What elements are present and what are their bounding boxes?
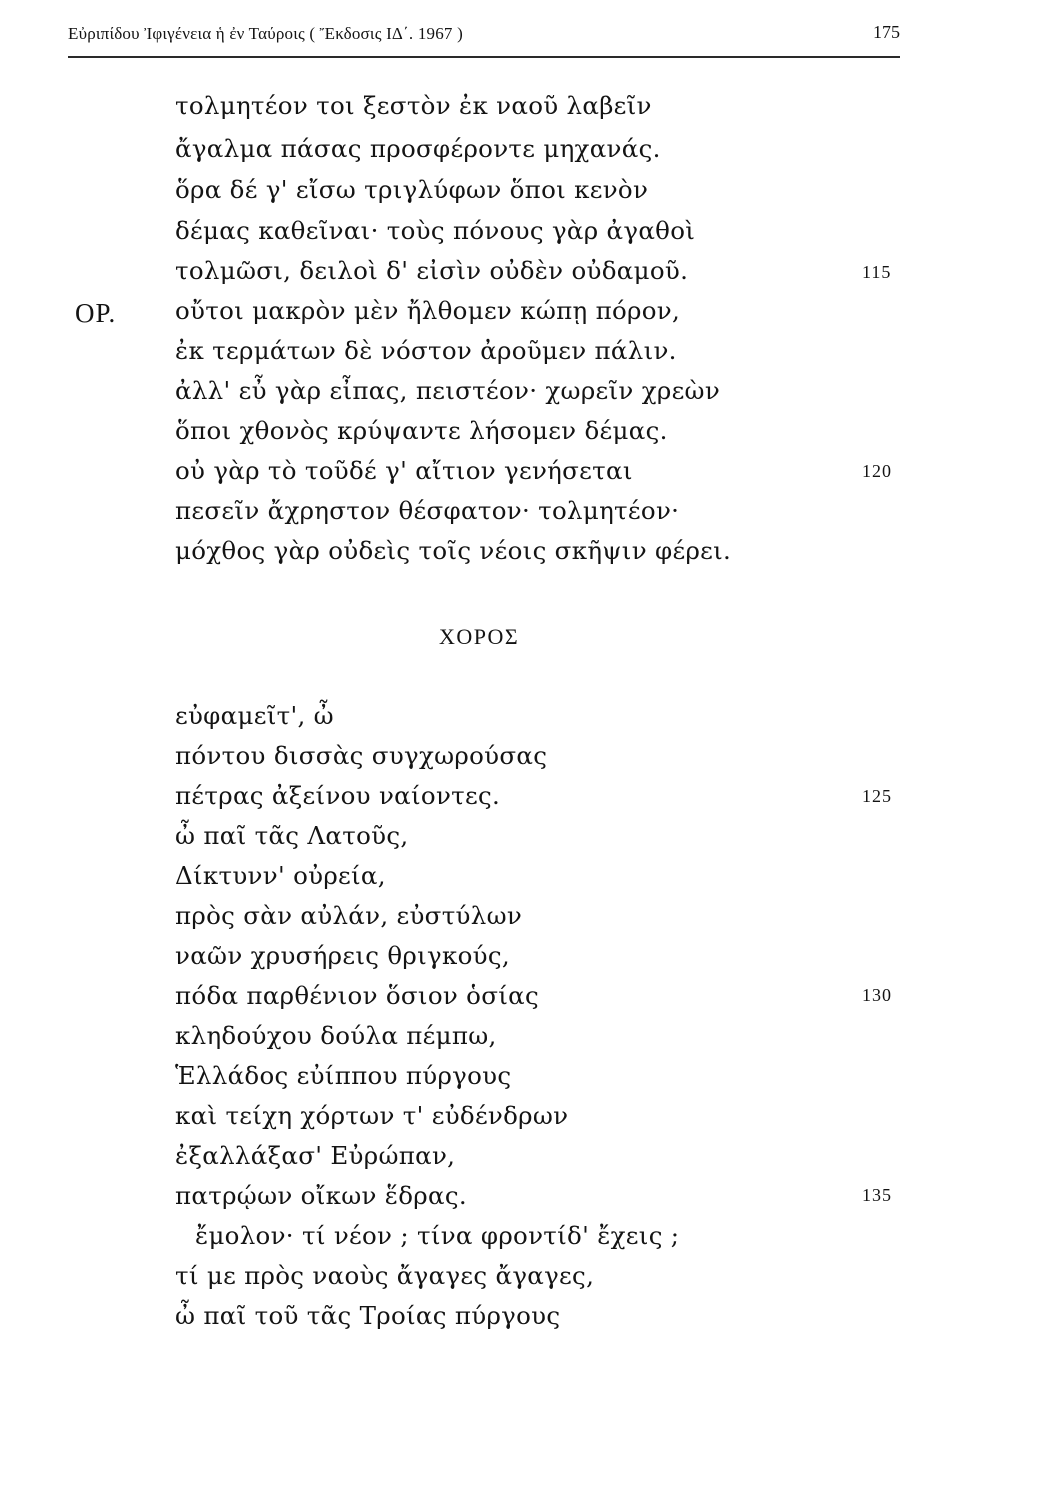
verse-line: ἄγαλμα πάσας προσφέροντε μηχανάς.	[175, 134, 661, 163]
verse-line: ὅποι χθονὸς κρύψαντε λήσομεν δέμας.	[175, 416, 668, 445]
verse-line: ἀλλ' εὖ γὰρ εἶπας, πειστέον· χωρεῖν χρεὼν	[175, 376, 721, 405]
verse-line: πόντου δισσὰς συγχωρούσας	[175, 741, 548, 770]
verse-line: ὦ παῖ τᾶς Λατοῦς,	[175, 821, 409, 850]
verse-line: τολμῶσι, δειλοὶ δ' εἰσὶν οὐδὲν οὐδαμοῦ.	[175, 256, 689, 285]
page-number: 175	[873, 22, 900, 42]
verse-line: τολμητέον τοι ξεστὸν ἐκ ναοῦ λαβεῖν	[175, 91, 652, 120]
header-title: Εὐριπίδου Ἰφιγένεια ἡ ἐν Ταύροις ( Ἔκδοσις ΙΔ΄. 1967 )	[68, 24, 463, 43]
verse-line: πόδα παρθένιον ὅσιον ὁσίας	[175, 981, 540, 1010]
verse-line: εὐφαμεῖτ', ὦ	[175, 701, 334, 730]
verse-line: οὐ γὰρ τὸ τοῦδέ γ' αἴτιον γενήσεται	[175, 456, 633, 485]
verse-line: κληδούχου δούλα πέμπω,	[175, 1021, 497, 1050]
line-number: 135	[862, 1185, 892, 1205]
verse-line: Δίκτυνν' οὐρεία,	[175, 861, 386, 890]
verse-line: Ἑλλάδος εὐίππου πύργους	[175, 1061, 512, 1090]
verse-line: ὦ παῖ τοῦ τᾶς Τροίας πύργους	[175, 1301, 561, 1330]
verse-line: πεσεῖν ἄχρηστον θέσφατον· τολμητέον·	[175, 496, 680, 525]
speaker-label: ΟΡ.	[75, 298, 117, 328]
line-number: 130	[862, 985, 892, 1005]
verse-line: ναῶν χρυσήρεις θριγκούς,	[175, 941, 510, 970]
line-number: 120	[862, 461, 892, 481]
verse-line: ὅρα δέ γ' εἴσω τριγλύφων ὅποι κενὸν	[175, 175, 649, 204]
line-number: 125	[862, 786, 892, 806]
verse-line: ἔμολον· τί νέον ; τίνα φροντίδ' ἔχεις ;	[195, 1221, 680, 1250]
verse-line: οὔτοι μακρὸν μὲν ἤλθομεν κώπῃ πόρον,	[175, 296, 681, 325]
line-number: 115	[862, 262, 892, 282]
verse-line: πατρῴων οἴκων ἕδρας.	[175, 1181, 467, 1210]
verse-line: πρὸς σὰν αὐλάν, εὐστύλων	[175, 901, 523, 930]
verse-line: τί με πρὸς ναοὺς ἄγαγες ἄγαγες,	[175, 1261, 595, 1290]
verse-line: καὶ τείχη χόρτων τ' εὐδένδρων	[175, 1101, 569, 1130]
verse-line: πέτρας ἀξείνου ναίοντες.	[175, 781, 501, 810]
verse-line: ἐκ τερμάτων δὲ νόστον ἀροῦμεν πάλιν.	[175, 336, 677, 365]
verse-line: δέμας καθεῖναι· τοὺς πόνους γὰρ ἀγαθοὶ	[175, 216, 696, 245]
chorus-heading: ΧΟΡΟΣ	[439, 624, 520, 649]
verse-line: ἐξαλλάξασ' Εὐρώπαν,	[175, 1141, 456, 1170]
verse-line: μόχθος γὰρ οὐδεὶς τοῖς νέοις σκῆψιν φέρει.	[175, 536, 732, 565]
